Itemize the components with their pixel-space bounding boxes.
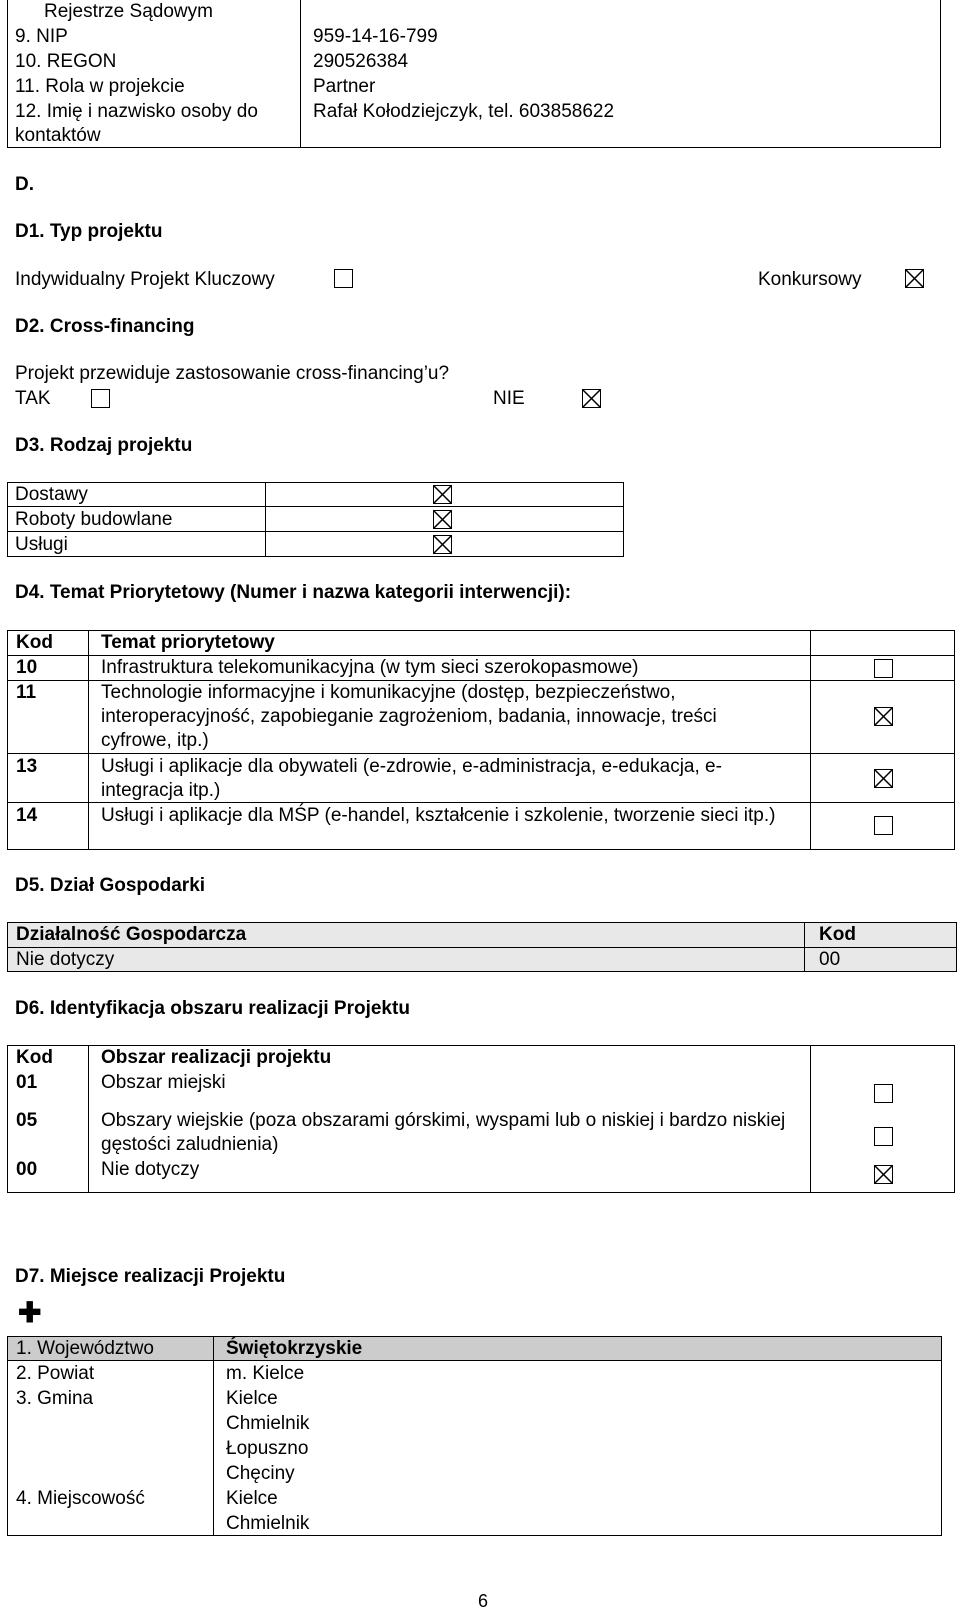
- registry-label: Rejestrze Sądowym: [44, 1, 213, 22]
- d1-ipk-checkbox[interactable]: [334, 269, 353, 288]
- d7-col-divider: [213, 1337, 214, 1535]
- d2-no-checkbox[interactable]: [582, 389, 601, 408]
- d4-heading: D4. Temat Priorytetowy (Numer i nazwa kategorii interwencji):: [15, 582, 572, 603]
- d5-table: [7, 922, 957, 972]
- d6-table: [7, 1045, 955, 1193]
- d4-row-11-checkbox[interactable]: [874, 707, 893, 726]
- d4-row-13-kod: 13: [16, 756, 38, 777]
- d7-powiat-value: m. Kielce: [226, 1363, 305, 1384]
- d3-dostawy-checkbox[interactable]: [433, 485, 452, 504]
- d1-option-konkursowy-label: Konkursowy: [758, 269, 862, 290]
- d4-row-13-text: Usługi i aplikacje dla obywateli (e-zdrowie, e-administracja, e-edukacja, e-integracja itp.): [101, 756, 722, 801]
- d2-heading: D2. Cross-financing: [15, 316, 195, 337]
- d4-row-10-checkbox[interactable]: [874, 659, 893, 678]
- d5-heading: D5. Dział Gospodarki: [15, 875, 206, 896]
- d7-powiat-label: 2. Powiat: [16, 1363, 95, 1384]
- d6-row-00-text: Nie dotyczy: [101, 1159, 200, 1180]
- d6-row-01-kod: 01: [16, 1072, 38, 1093]
- d7-gmina-kielce: Kielce: [226, 1388, 278, 1409]
- d6-col-obszar-header: Obszar realizacji projektu: [101, 1047, 332, 1068]
- d7-table: [7, 1336, 942, 1536]
- d7-gmina-chmielnik: Chmielnik: [226, 1413, 310, 1434]
- add-location-plus-icon[interactable]: ✚: [18, 1297, 42, 1328]
- d5-dzial-value: Nie dotyczy: [16, 949, 115, 970]
- d4-col-temat-header: Temat priorytetowy: [101, 632, 275, 653]
- d3-item-dostawy: Dostawy: [15, 484, 88, 505]
- d4-row-10-kod: 10: [16, 657, 38, 678]
- d4-row-14-text: Usługi i aplikacje dla MŚP (e-handel, kształcenie i szkolenie, tworzenie sieci itp.): [101, 805, 776, 826]
- d4-col-divider-1: [88, 631, 89, 849]
- d7-heading: D7. Miejsce realizacji Projektu: [15, 1266, 286, 1287]
- d2-no-label: NIE: [493, 388, 525, 409]
- d7-miejscowosc-label: 4. Miejscowość: [16, 1488, 145, 1509]
- d7-miejscowosc-chmielnik: Chmielnik: [226, 1513, 310, 1534]
- d7-gmina-lopuszno: Łopuszno: [226, 1438, 309, 1459]
- d4-row-11-kod: 11: [16, 682, 37, 703]
- d3-table-divider: [265, 483, 266, 556]
- d6-col-divider-1: [88, 1046, 89, 1192]
- d6-row-01-text: Obszar miejski: [101, 1072, 226, 1093]
- d5-kod-value: 00: [819, 949, 841, 970]
- d7-gmina-checiny: Chęciny: [226, 1463, 295, 1484]
- page-number: 6: [478, 1591, 489, 1611]
- regon-label: 10. REGON: [15, 51, 117, 72]
- d6-heading: D6. Identyfikacja obszaru realizacji Projektu: [15, 998, 410, 1019]
- d7-wojewodztwo-label: 1. Województwo: [16, 1338, 154, 1359]
- d2-question: Projekt przewiduje zastosowanie cross-financing’u?: [15, 363, 450, 384]
- regon-value: 290526384: [313, 51, 409, 72]
- d3-table: [7, 482, 624, 557]
- nip-value: 959-14-16-799: [313, 26, 438, 47]
- d7-gmina-label: 3. Gmina: [16, 1388, 94, 1409]
- d1-option-ipk-label: Indywidualny Projekt Kluczowy: [15, 269, 275, 290]
- d6-row-01-checkbox[interactable]: [874, 1084, 893, 1103]
- section-d-heading: D.: [15, 174, 34, 195]
- d4-row-14-kod: 14: [16, 805, 38, 826]
- d4-row-13-checkbox[interactable]: [874, 769, 893, 788]
- d3-heading: D3. Rodzaj projektu: [15, 435, 193, 456]
- d2-yes-label: TAK: [15, 388, 51, 409]
- d3-item-roboty: Roboty budowlane: [15, 509, 173, 530]
- d6-row-05-checkbox[interactable]: [874, 1127, 893, 1146]
- d3-row-divider-1: [8, 506, 623, 507]
- contact-label: 12. Imię i nazwisko osoby do kontaktów: [15, 101, 258, 146]
- d5-row-divider: [8, 947, 956, 948]
- d4-row-14-checkbox[interactable]: [874, 816, 893, 835]
- d1-konkursowy-checkbox[interactable]: [905, 269, 924, 288]
- d6-row-05-kod: 05: [16, 1110, 38, 1131]
- d6-row-00-checkbox[interactable]: [874, 1165, 893, 1184]
- nip-label: 9. NIP: [15, 26, 68, 47]
- role-label: 11. Rola w projekcie: [15, 76, 185, 97]
- d2-yes-checkbox[interactable]: [91, 389, 110, 408]
- d4-col-divider-2: [810, 631, 811, 849]
- d5-col-kod-header: Kod: [819, 924, 856, 945]
- d7-miejscowosc-kielce: Kielce: [226, 1488, 278, 1509]
- d7-wojewodztwo-value: Świętokrzyskie: [226, 1338, 363, 1359]
- d4-row-11-text: Technologie informacyjne i komunikacyjne (dostęp, bezpieczeństwo, interoperacyjność, zapobieganie zagrożeniom, badania, innowacje, treści cyfrowe, itp.): [101, 682, 717, 751]
- d3-item-uslugi: Usługi: [15, 534, 68, 555]
- d4-row-10-text: Infrastruktura telekomunikacyjna (w tym sieci szerokopasmowe): [101, 657, 639, 678]
- d6-row-05-text: Obszary wiejskie (poza obszarami górskimi, wyspami lub o niskiej i bardzo niskiej gęstości zaludnienia): [101, 1110, 786, 1155]
- d4-col-kod-header: Kod: [16, 632, 53, 653]
- d6-col-divider-2: [810, 1046, 811, 1192]
- contact-table-divider: [300, 0, 301, 147]
- d1-heading: D1. Typ projektu: [15, 221, 163, 242]
- d6-col-kod-header: Kod: [16, 1047, 53, 1068]
- contact-table: [7, 0, 941, 148]
- d4-row-divider-3: [8, 753, 954, 754]
- d6-row-00-kod: 00: [16, 1159, 38, 1180]
- d3-roboty-checkbox[interactable]: [433, 510, 452, 529]
- d3-uslugi-checkbox[interactable]: [433, 535, 452, 554]
- d4-table: [7, 630, 955, 850]
- d5-col-dzial-header: Działalność Gospodarcza: [16, 924, 247, 945]
- role-value: Partner: [313, 76, 376, 97]
- contact-value: Rafał Kołodziejczyk, tel. 603858622: [313, 101, 615, 122]
